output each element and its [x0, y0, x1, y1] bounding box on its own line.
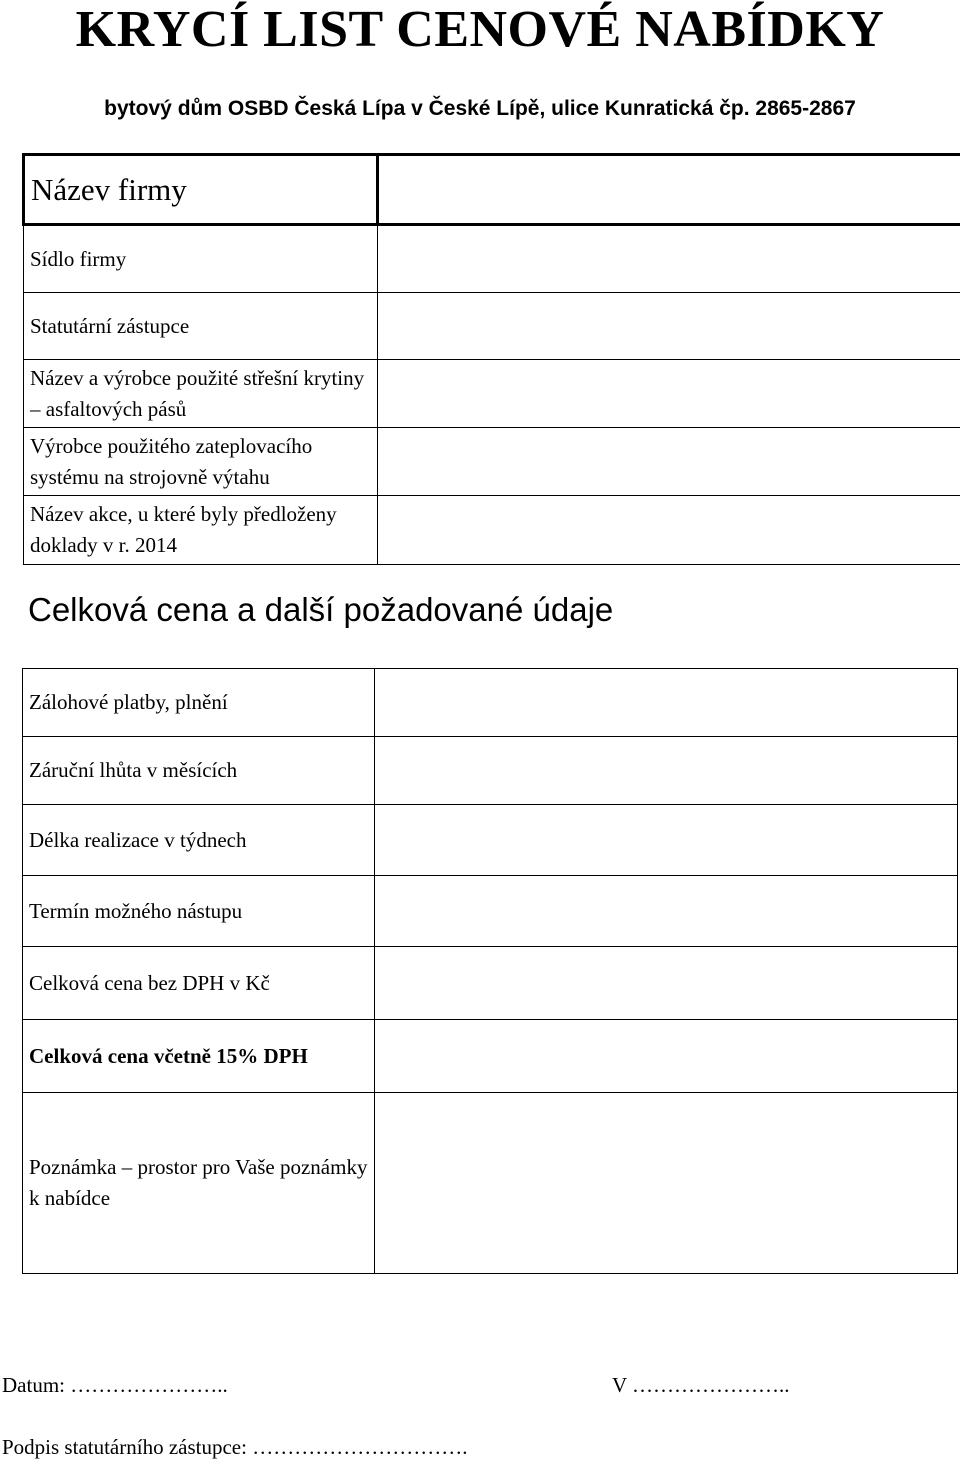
table-row: [23, 1093, 958, 1274]
realization-length-field[interactable]: [375, 805, 958, 876]
statutory-representative-field[interactable]: [378, 293, 960, 360]
firm-name-field[interactable]: [378, 155, 960, 225]
insulation-manufacturer-field[interactable]: [378, 428, 960, 496]
advance-payments-field[interactable]: [375, 669, 958, 737]
table-row: [24, 155, 960, 225]
table-row: [23, 947, 958, 1020]
start-date-field[interactable]: [375, 876, 958, 947]
price-with-vat-field[interactable]: [375, 1020, 958, 1093]
table-row: [23, 669, 958, 737]
document-subtitle: bytový dům OSBD Česká Lípa v České Lípě, ulice Kunratická čp. 2865-2867: [0, 95, 960, 123]
firm-seat-field[interactable]: [378, 225, 960, 293]
statutory-signature-line: Podpis statutárního zástupce: ………………………….: [2, 1433, 467, 1461]
table-row: [24, 428, 960, 496]
firm-seat-label: Sídlo firmy: [24, 225, 378, 293]
firm-name-label: Název firmy: [24, 155, 378, 225]
place-signature-line: V …………………..: [612, 1371, 790, 1399]
section-heading: Celková cena a další požadované údaje: [28, 588, 613, 632]
note-label: Poznámka – prostor pro Vaše poznámky k nabídce: [23, 1093, 375, 1274]
date-signature-line: Datum: …………………..: [2, 1371, 228, 1399]
advance-payments-label: Zálohové platby, plnění: [23, 669, 375, 737]
warranty-period-field[interactable]: [375, 737, 958, 805]
price-without-vat-label: Celková cena bez DPH v Kč: [23, 947, 375, 1020]
reference-project-field[interactable]: [378, 496, 960, 565]
insulation-manufacturer-label: Výrobce použitého zateplovacího systému na strojovně výtahu: [24, 428, 378, 496]
start-date-label: Termín možného nástupu: [23, 876, 375, 947]
price-without-vat-field[interactable]: [375, 947, 958, 1020]
table-row: [24, 293, 960, 360]
company-info-table: [22, 153, 960, 565]
table-row: [24, 360, 960, 428]
warranty-period-label: Záruční lhůta v měsících: [23, 737, 375, 805]
table-row: [23, 876, 958, 947]
table-row: [23, 737, 958, 805]
document-title: KRYCÍ LIST CENOVÉ NABÍDKY: [0, 2, 960, 58]
table-row: [24, 225, 960, 293]
note-field[interactable]: [375, 1093, 958, 1274]
realization-length-label: Délka realizace v týdnech: [23, 805, 375, 876]
table-row: [24, 496, 960, 565]
roofing-manufacturer-label: Název a výrobce použité střešní krytiny – asfaltových pásů: [24, 360, 378, 428]
table-row: [23, 1020, 958, 1093]
price-details-table: [22, 668, 958, 1274]
reference-project-label: Název akce, u které byly předloženy doklady v r. 2014: [24, 496, 378, 565]
statutory-representative-label: Statutární zástupce: [24, 293, 378, 360]
roofing-manufacturer-field[interactable]: [378, 360, 960, 428]
table-row: [23, 805, 958, 876]
price-with-vat-label: Celková cena včetně 15% DPH: [23, 1020, 375, 1093]
